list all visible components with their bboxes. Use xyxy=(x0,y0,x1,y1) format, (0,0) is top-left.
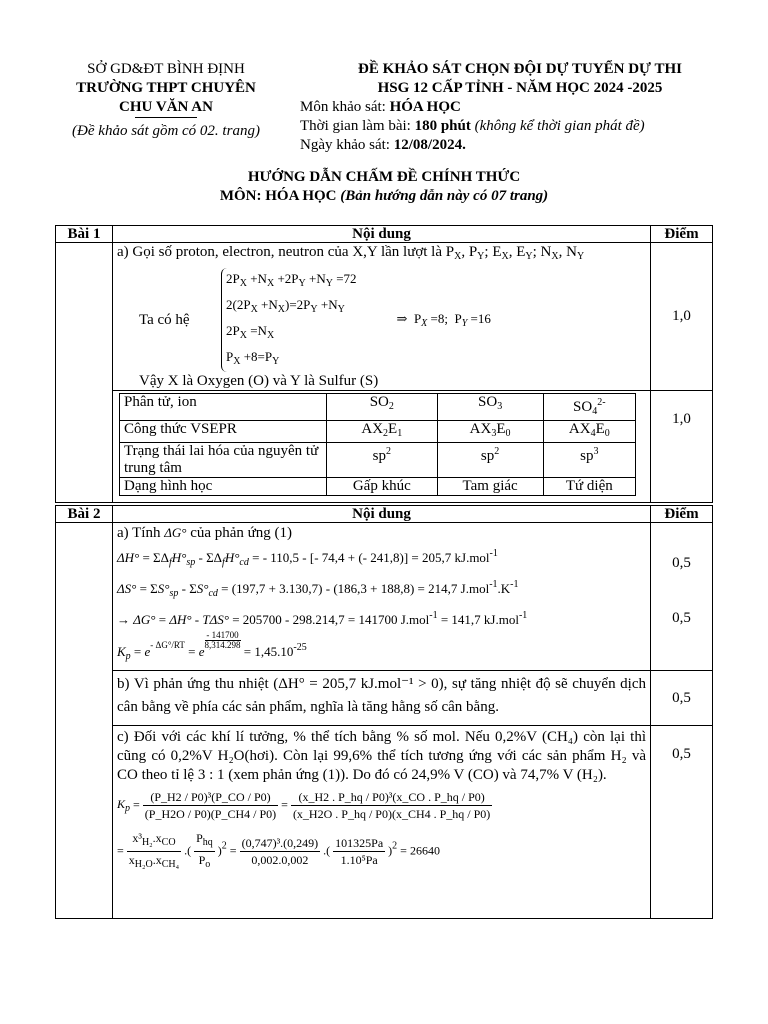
eq-kp-result: = $\frac{x^3_{H_2}.x_{CO}}{x_{H_2O}.x_{CH_4}}$ .( $\frac{P_{hq}}{P_o}$ )$^2$ = $\frac{\text{(0,747)³.(0,249)}}{0,002.0,002}$ .( $\frac{101325Pa}{\text{1.10⁵Pa}}$ )$^2$ = 26640 xyxy=(117,830,646,873)
score-header: Điểm xyxy=(651,506,713,523)
bai2-part-c xyxy=(113,726,651,919)
kp-frac4: $\frac{P_{hq}}{P_o}$ xyxy=(196,831,213,870)
kp-den1: (P_H2O / P0)(P_CH4 / P0) xyxy=(144,807,277,821)
vsepr-cell: $AX_4E_0$ xyxy=(543,421,635,443)
guide-subject-prefix: MÔN: HÓA HỌC xyxy=(219,188,341,204)
vsepr-cell: Tam giác xyxy=(437,478,543,496)
bai1-score-1: 1,0 xyxy=(651,243,713,391)
vsepr-row-formula xyxy=(120,421,636,443)
eq-enthalpy: $\Delta H^\circ = \Sigma\Delta_fH^\circ_{sp} - \Sigma\Delta_fH^\circ_{cd}$ = - 110,5 - [- 74,4 + (- 241,8)] = 205,7 kJ.mol$^{-1}$ xyxy=(117,548,498,568)
eq-entropy: $\Delta S^\circ = \Sigma S^\circ_{sp} - \Sigma S^\circ_{cd} = (197,7 + 3.130,7) - (186,3 + 188,8) = 214,7$ $J.mol^{-1}.K^{-1}$ xyxy=(117,579,519,599)
vsepr-col-molecule: Phân tử, ion xyxy=(120,394,327,421)
date-line xyxy=(300,136,740,155)
date-value: 12/08/2024. xyxy=(393,137,466,153)
kp-frac2 xyxy=(291,789,492,822)
vsepr-cell: Tứ diện xyxy=(543,478,635,496)
exam-title-line2: HSG 12 CẤP TỈNH - NĂM HỌC 2024 -2025 xyxy=(377,80,663,96)
bai2-label: Bài 2 xyxy=(56,506,113,523)
kp-num2: (x_H2 . P_hq / P0)³(x_CO . P_hq / P0) xyxy=(291,789,492,806)
vsepr-col-so3: $SO_3$ xyxy=(437,394,543,421)
content-header: Nội dung xyxy=(113,506,651,523)
bai2-score-c: 0,5 xyxy=(651,726,713,919)
bai2-score-a2: 0,5 xyxy=(672,610,691,626)
subject-label: Môn khảo sát: xyxy=(300,99,390,115)
bai2-score-b: 0,5 xyxy=(651,671,713,726)
bai1-part-a-intro: a) Gọi số proton, electron, neutron của X,Y lần lượt là $P_X$, $P_Y$; $E_X$, $E_Y$; $N_X$, $N_Y$ xyxy=(117,244,585,262)
part-a-text: a) Gọi số proton, electron, neutron của X,Y lần lượt là P xyxy=(117,244,455,260)
eq-kp: $K_p = e^{- \Delta G^\circ/RT} = e$ $\frac{- 141700}{8,314.298}$ = $1,45.10^{-25}$ xyxy=(117,630,307,662)
system-eq-4: $P_X +8=P_Y$ xyxy=(226,349,280,367)
part-c-text: c) Đối với các khí lí tưởng, % thể tích bằng % số mol. Nếu 0,2%V (CH₄) còn lại thì cũng có 0,2%V H₂O(hơi). Còn lại 99,6% thể tích tương ứng với các sản phẩm H₂ và CO theo tỉ lệ 3 : 1 (xem phản ứng (1)). Do đó có 24,9% V (CO) và 74,7% V (H₂). xyxy=(117,729,646,783)
vsepr-cell: $AX_2E_1$ xyxy=(327,421,438,443)
part-a-suffix: của phản ứng (1) xyxy=(186,525,293,541)
system-result: ⇒ $P_X =8$; $P_Y =16$ xyxy=(396,311,491,329)
kp-value: = 1,45.10 xyxy=(243,644,294,659)
kp3-pden: 1.10⁵Pa xyxy=(340,853,378,867)
vsepr-cell: Gấp khúc xyxy=(327,478,438,496)
bai1-table xyxy=(55,225,713,503)
kp-frac6 xyxy=(333,835,385,868)
kp3-value: = 26640 xyxy=(400,843,440,858)
eq1-value: = - 110,5 - [- 74,4 + (- 241,8)] = 205,7 kJ.mol xyxy=(252,550,490,565)
bai1-empty-cell xyxy=(56,243,113,503)
part-a-label: a) Tính xyxy=(117,525,165,541)
vsepr-col-so2: $SO_2$ xyxy=(327,394,438,421)
system-eq-2: $2(2P_X +N_X)=2P_Y +N_Y$ xyxy=(226,297,345,315)
vsepr-col-so4: $SO_4^{2-}$ xyxy=(543,394,635,421)
vsepr-cell: $sp^3$ xyxy=(543,443,635,478)
time-label: Thời gian làm bài: xyxy=(300,118,415,134)
vsepr-cell: $AX_3E_0$ xyxy=(437,421,543,443)
content-header: Nội dung xyxy=(113,226,651,243)
eq3b-value: = 141,7 kJ.mol xyxy=(437,612,519,627)
kp-num1: (P_H2 / P0)³(P_CO / P0) xyxy=(143,789,278,806)
kp-power: -25 xyxy=(293,642,307,653)
vsepr-cell: $sp^2$ xyxy=(327,443,438,478)
bai2-table xyxy=(55,505,713,919)
kp-exponent-den: 8,314.298 xyxy=(204,640,241,650)
conclusion: Vậy X là Oxygen (O) và Y là Sulfur (S) xyxy=(139,373,379,389)
vsepr-row-label: Công thức VSEPR xyxy=(120,421,327,443)
time-line xyxy=(300,117,740,136)
part-a-heading: a) Tính ΔG° của phản ứng (1) xyxy=(117,525,293,541)
vsepr-cell: $sp^2$ xyxy=(437,443,543,478)
bai1-part-a xyxy=(113,243,651,391)
vsepr-row-label: Dạng hình học xyxy=(120,478,327,496)
vsepr-row-label: Trạng thái lai hóa của nguyên tử trung tâm xyxy=(120,443,327,478)
vsepr-table xyxy=(119,393,636,496)
eq-gibbs: → ΔG° = ΔH° - TΔS° = 205700 - 298.214,7 = 141700 J.mol$^{-1}$ = 141,7 kJ.mol$^{-1}$ xyxy=(117,610,528,627)
score-header: Điểm xyxy=(651,226,713,243)
equation-system xyxy=(117,268,646,372)
subject-line xyxy=(300,98,740,117)
kp-frac5 xyxy=(240,835,321,868)
bai2-score-a-cell xyxy=(651,523,713,671)
kp3-den: 0,002.0,002 xyxy=(251,853,309,867)
system-brace xyxy=(221,268,357,372)
header-left xyxy=(46,60,286,141)
bai1-label: Bài 1 xyxy=(56,226,113,243)
guide-subject-note: (Bản hướng dẫn này có 07 trang) xyxy=(340,188,549,204)
subject-value: HÓA HỌC xyxy=(389,99,461,115)
exam-title-line1: ĐỀ KHẢO SÁT CHỌN ĐỘI DỰ TUYỂN DỰ THI xyxy=(358,61,682,77)
guide-title-block xyxy=(0,168,768,206)
kp-exponent-num: - 141700 xyxy=(206,630,239,640)
system-eq-3: $2P_X =N_X$ xyxy=(226,323,275,341)
header-underline xyxy=(135,117,197,118)
guide-subject xyxy=(0,187,768,206)
school-name-line2: CHU VĂN AN xyxy=(119,99,213,115)
time-value: 180 phút xyxy=(414,118,471,134)
vsepr-row-shape xyxy=(120,478,636,496)
school-name-line1: TRƯỜNG THPT CHUYÊN xyxy=(76,80,256,96)
kp-den2: (x_H2O . P_hq / P0)(x_CH4 . P_hq / P0) xyxy=(292,807,491,821)
eq-kp-pressure: $K_p$ = $\frac{\text{(P\_H2 / P0)³(P\_CO / P0)}}{(P\_H2O / P0)(P\_CH4 / P0)}$ = $\frac{\text{(x\_H2 . P\_hq / P0)³(x\_CO . P\_hq / P0)}}{(x\_H2O . P\_hq / P0)(x\_CH4 . P\_hq / P0)}$ xyxy=(117,790,491,821)
vsepr-header-row xyxy=(120,394,636,421)
kp3-num: (0,747)³.(0,249) xyxy=(241,836,319,850)
eq3-value: = 205700 - 298.214,7 = 141700 J.mol xyxy=(232,612,430,627)
date-label: Ngày khảo sát: xyxy=(300,137,394,153)
bai2-empty-cell xyxy=(56,523,113,919)
system-eq-1: $2P_X +N_X +2P_Y +N_Y =72$ xyxy=(226,271,357,289)
bai2-part-a xyxy=(113,523,651,671)
eq2-value: = (197,7 + 3.130,7) - (186,3 + 188,8) = 214,7 J.mol xyxy=(221,581,490,596)
kp-frac1 xyxy=(143,789,278,822)
department-name: SỞ GD&ĐT BÌNH ĐỊNH xyxy=(87,61,245,77)
exam-pages-note: (Đề khảo sát gồm có 02. trang) xyxy=(72,123,260,139)
kp-frac3: $\frac{x^3_{H_2}.x_{CO}}{x_{H_2O}.x_{CH_4}}$ xyxy=(128,831,180,870)
vsepr-cell xyxy=(113,391,651,503)
guide-title: HƯỚNG DẪN CHẤM ĐỀ CHÍNH THỨC xyxy=(247,169,521,185)
time-note: (không kể thời gian phát đề) xyxy=(470,118,645,134)
ta-co-he: Ta có hệ xyxy=(139,311,190,328)
kp3-pnum: 101325Pa xyxy=(335,836,384,850)
vsepr-row-hybrid xyxy=(120,443,636,478)
bai2-score-a1: 0,5 xyxy=(672,555,691,571)
header-right xyxy=(300,60,740,155)
bai2-part-b: b) Vì phản ứng thu nhiệt (ΔH° = 205,7 kJ.mol⁻¹ > 0), sự tăng nhiệt độ sẽ chuyển dịch cân bằng về phía các sản phẩm, nghĩa là tăng hằng số cân bằng. xyxy=(113,671,651,726)
bai1-score-2: 1,0 xyxy=(651,391,713,503)
